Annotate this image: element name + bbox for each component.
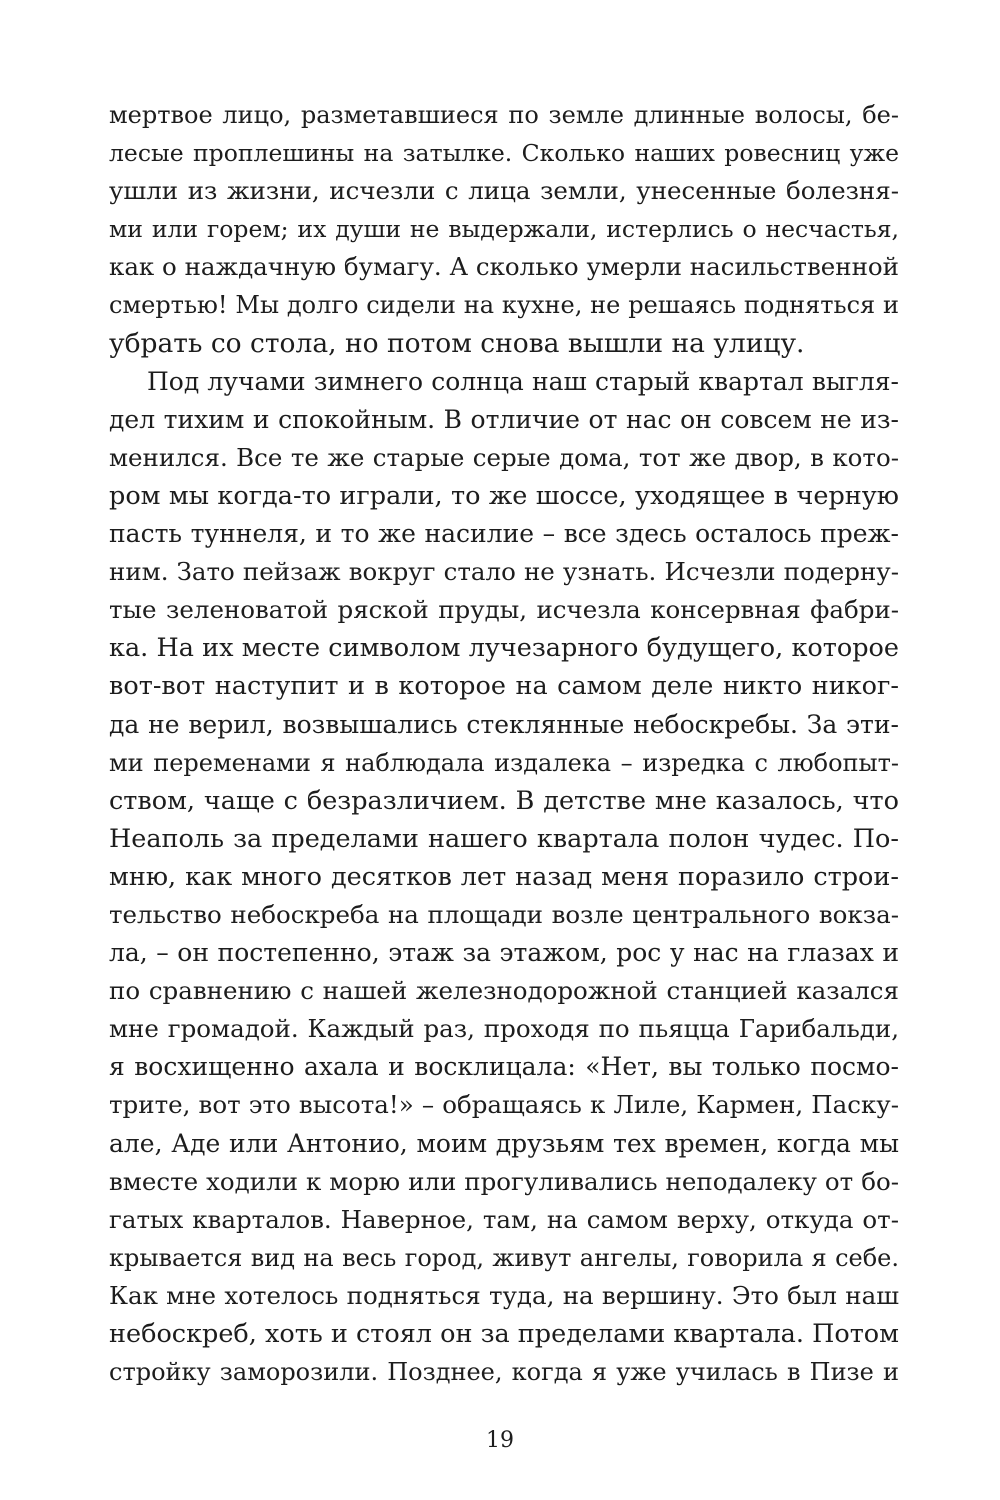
body-text <box>109 96 899 1429</box>
text-line: лесые проплешины на затылке. Сколько наших ровесниц уже <box>109 139 899 168</box>
text-line: ми или горем; их души не выдержали, истерлись о несчастья, <box>109 215 899 244</box>
text-line: трите, вот это высота!» – обращаясь к Лиле, Кармен, Паску- <box>109 1090 899 1120</box>
text-line: ка. На их месте символом лучезарного будущего, которое <box>109 633 899 664</box>
text-line: тельство небоскреба на площади возле центрального вокза- <box>109 899 899 929</box>
page-number: 19 <box>486 1428 514 1453</box>
text-line: стройку заморозили. Позднее, когда я уже училась в Пизе и <box>109 1358 899 1387</box>
text-line <box>109 1391 899 1429</box>
text-line: вот-вот наступит и в которое на самом деле никто никог- <box>109 671 899 702</box>
text-line: ушли из жизни, исчезли с лица земли, унесенные болезня- <box>109 176 899 206</box>
text-line: я восхищенно ахала и восклицала: «Нет, вы только посмо- <box>109 1052 899 1082</box>
text-line: гатых кварталов. Наверное, там, на самом верху, откуда от- <box>109 1204 899 1234</box>
text-line: крывается вид на весь город, живут ангелы, говорила я себе. <box>109 1243 899 1272</box>
text-line: мню, как много десятков лет назад меня поразило строи- <box>109 861 899 892</box>
paragraph-2 <box>109 363 899 1430</box>
text-line: ми переменами я наблюдала издалека – изредка с любопыт- <box>109 748 899 777</box>
text-line: але, Аде или Антонио, моим друзьям тех времен, когда мы <box>109 1128 899 1158</box>
text-line: ством, чаще с безразличием. В детстве мне казалось, что <box>109 785 899 816</box>
text-line: ром мы когда-то играли, то же шоссе, уходящее в черную <box>109 480 899 511</box>
text-line: ла, – он постепенно, этаж за этажом, рос у нас на глазах и <box>109 938 899 968</box>
text-line: да не верил, возвышались стеклянные небоскребы. За эти- <box>109 709 899 739</box>
text-line: вместе ходили к морю или прогуливались неподалеку от бо- <box>109 1166 899 1196</box>
text-line: мне громадой. Каждый раз, проходя по пьяцца Гарибальди, <box>109 1014 899 1044</box>
text-line: ним. Зато пейзаж вокруг стало не узнать. Исчезли подерну- <box>109 557 899 587</box>
text-line: Под лучами зимнего солнца наш старый квартал выгля- <box>147 366 899 396</box>
text-line: как о наждачную бумагу. А сколько умерли насильственной <box>109 252 899 282</box>
text-line: небоскреб, хоть и стоял он за пределами квартала. Потом <box>109 1319 899 1349</box>
text-line: убрать со стола, но потом снова вышли на улицу. <box>109 327 805 359</box>
text-line: по сравнению с нашей железнодорожной станцией казался <box>109 976 899 1006</box>
paragraph-1 <box>109 96 899 363</box>
text-line: тые зеленоватой ряской пруды, исчезла консервная фабри- <box>109 595 899 625</box>
text-line: пасть туннеля, и то же насилие – все здесь осталось преж- <box>109 519 899 549</box>
text-line: мертвое лицо, разметавшиеся по земле длинные волосы, бе- <box>109 101 899 129</box>
text-line: Как мне хотелось подняться туда, на вершину. Это был наш <box>109 1280 899 1310</box>
text-line: дел тихим и спокойным. В отличие от нас он совсем не из- <box>109 404 899 434</box>
text-line: смертью! Мы долго сидели на кухне, не решаясь подняться и <box>109 291 899 320</box>
text-line: Неаполь за пределами нашего квартала полон чудес. По- <box>109 823 899 854</box>
text-line: менился. Все те же старые серые дома, тот же двор, в кото- <box>109 442 899 472</box>
